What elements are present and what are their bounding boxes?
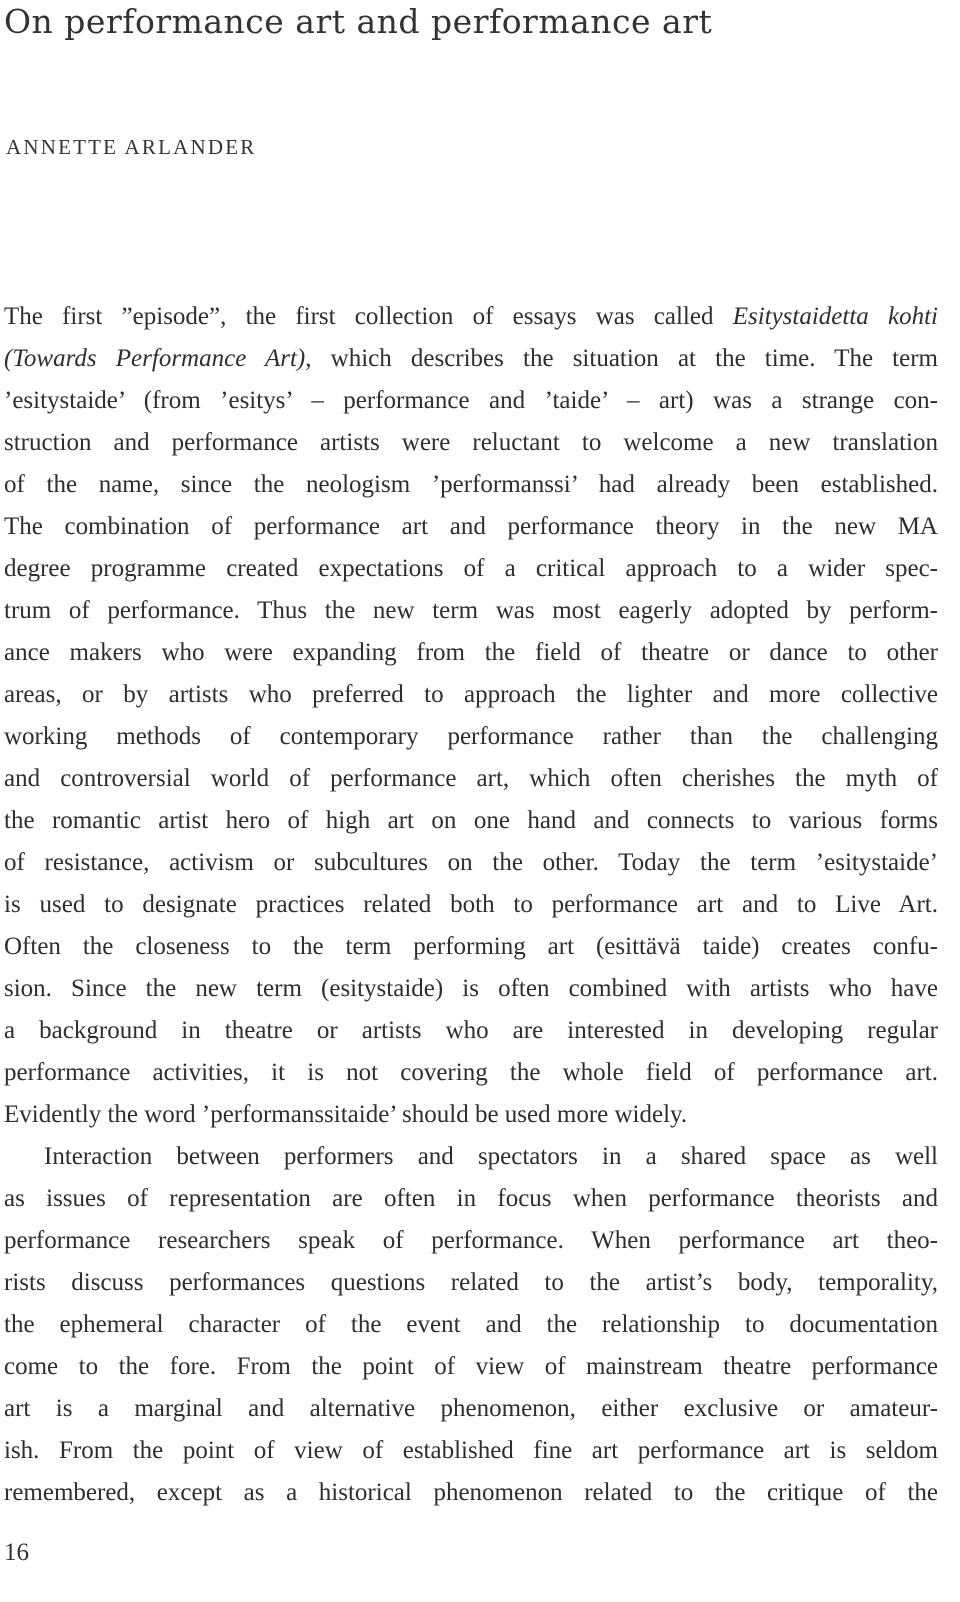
text-line: art is a marginal and alternative phenomenon, either exclusive or amateur- xyxy=(4,1395,938,1422)
paragraph-2 xyxy=(4,1136,938,1514)
text-line: Often the closeness to the term performing art (esittävä taide) creates confu- xyxy=(4,933,938,960)
text-line: as issues of representation are often in focus when performance theorists and xyxy=(4,1185,938,1212)
text-line: is used to designate practices related both to performance art and to Live Art. xyxy=(4,891,938,918)
text-line: rists discuss performances questions related to the artist’s body, temporality, xyxy=(4,1269,938,1296)
italic-title-text: (Towards Performance Art) xyxy=(4,345,306,372)
text-line xyxy=(4,338,938,380)
text-line xyxy=(4,296,938,338)
text-line: Interaction between performers and spectators in a shared space as well xyxy=(44,1143,938,1170)
text-line: a background in theatre or artists who are interested in developing regular xyxy=(4,1017,938,1044)
text-run: , which describes the situation at the time. The term xyxy=(305,345,938,372)
italic-title-text: Esitystaidetta kohti xyxy=(732,303,938,330)
author-name: ANNETTE ARLANDER xyxy=(6,135,257,159)
page-title: On performance art and performance art xyxy=(4,2,713,41)
text-line: come to the fore. From the point of view of mainstream theatre performance xyxy=(4,1353,938,1380)
text-line: The combination of performance art and performance theory in the new MA xyxy=(4,513,938,540)
text-line: ’esitystaide’ (from ’esitys’ – performance and ’taide’ – art) was a strange con- xyxy=(4,387,938,414)
text-line: remembered, except as a historical phenomenon related to the critique of the xyxy=(4,1479,938,1506)
text-line: areas, or by artists who preferred to approach the lighter and more collective xyxy=(4,681,938,708)
text-line: sion. Since the new term (esitystaide) is often combined with artists who have xyxy=(4,975,938,1002)
text-line: and controversial world of performance art, which often cherishes the myth of xyxy=(4,765,938,792)
body-text xyxy=(4,296,938,1514)
text-run: The first ”episode”, the first collection of essays was called xyxy=(4,303,733,330)
text-line: of resistance, activism or subcultures on the other. Today the term ’esitystaide’ xyxy=(4,849,938,876)
text-line: ance makers who were expanding from the field of theatre or dance to other xyxy=(4,639,938,666)
text-line: trum of performance. Thus the new term was most eagerly adopted by perform- xyxy=(4,597,938,624)
text-line: performance activities, it is not covering the whole field of performance art. xyxy=(4,1059,938,1086)
text-line: of the name, since the neologism ’performanssi’ had already been established. xyxy=(4,471,938,498)
text-line: struction and performance artists were reluctant to welcome a new translation xyxy=(4,429,938,456)
text-line: the romantic artist hero of high art on one hand and connects to various forms xyxy=(4,807,938,834)
text-line: performance researchers speak of performance. When performance art theo- xyxy=(4,1227,938,1254)
text-line: Evidently the word ’performanssitaide’ should be used more widely. xyxy=(4,1101,688,1128)
text-line: ish. From the point of view of established fine art performance art is seldom xyxy=(4,1437,938,1464)
page-number: 16 xyxy=(4,1539,29,1566)
text-line: the ephemeral character of the event and the relationship to documentation xyxy=(4,1311,938,1338)
paragraph-1 xyxy=(4,296,938,1136)
text-line: working methods of contemporary performance rather than the challenging xyxy=(4,723,938,750)
text-line: degree programme created expectations of a critical approach to a wider spec- xyxy=(4,555,938,582)
